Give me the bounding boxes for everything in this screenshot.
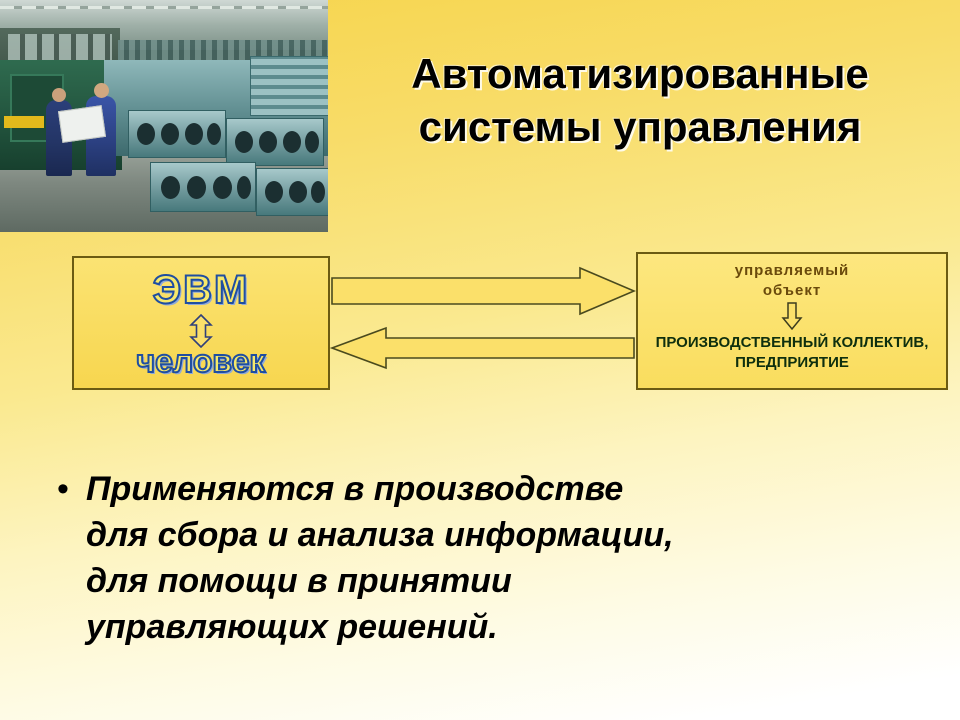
evm-label: ЭВМ [152,268,250,312]
page-title [330,48,950,153]
photo-engine-block [150,162,256,212]
human-label: человек [136,343,266,379]
bullet-text: Применяются в производстве для сбора и анализа информации, для помощи в принятии управляющих решений. [86,470,674,646]
diagram-box-computer-human [72,256,330,390]
bullet-marker: • [57,470,69,508]
diagram-box-managed-object [636,252,948,390]
control-system-diagram [0,240,960,410]
page-title-line-1: Автоматизированные [411,50,869,97]
arrow-forward [330,266,636,321]
photo-engine-block [128,110,226,158]
managed-object-line-3: ПРОИЗВОДСТВЕННЫЙ КОЛЛЕКТИВ, [655,334,929,351]
photo-parts-stack [250,56,328,116]
managed-object-line-2: объект [762,282,822,299]
down-arrow-icon [638,302,946,335]
page-title-line-2: системы управления [418,102,862,150]
managed-object-line-1: управляемый [734,262,850,279]
arrow-back [330,324,636,377]
photo-engine-block [256,168,328,216]
factory-photo [0,0,328,232]
photo-engine-block [226,118,324,166]
photo-drawing-sheet [58,105,106,143]
bullet-list [40,466,920,650]
managed-object-line-4: ПРЕДПРИЯТИЕ [735,354,849,371]
photo-yellow-bar [4,116,44,128]
